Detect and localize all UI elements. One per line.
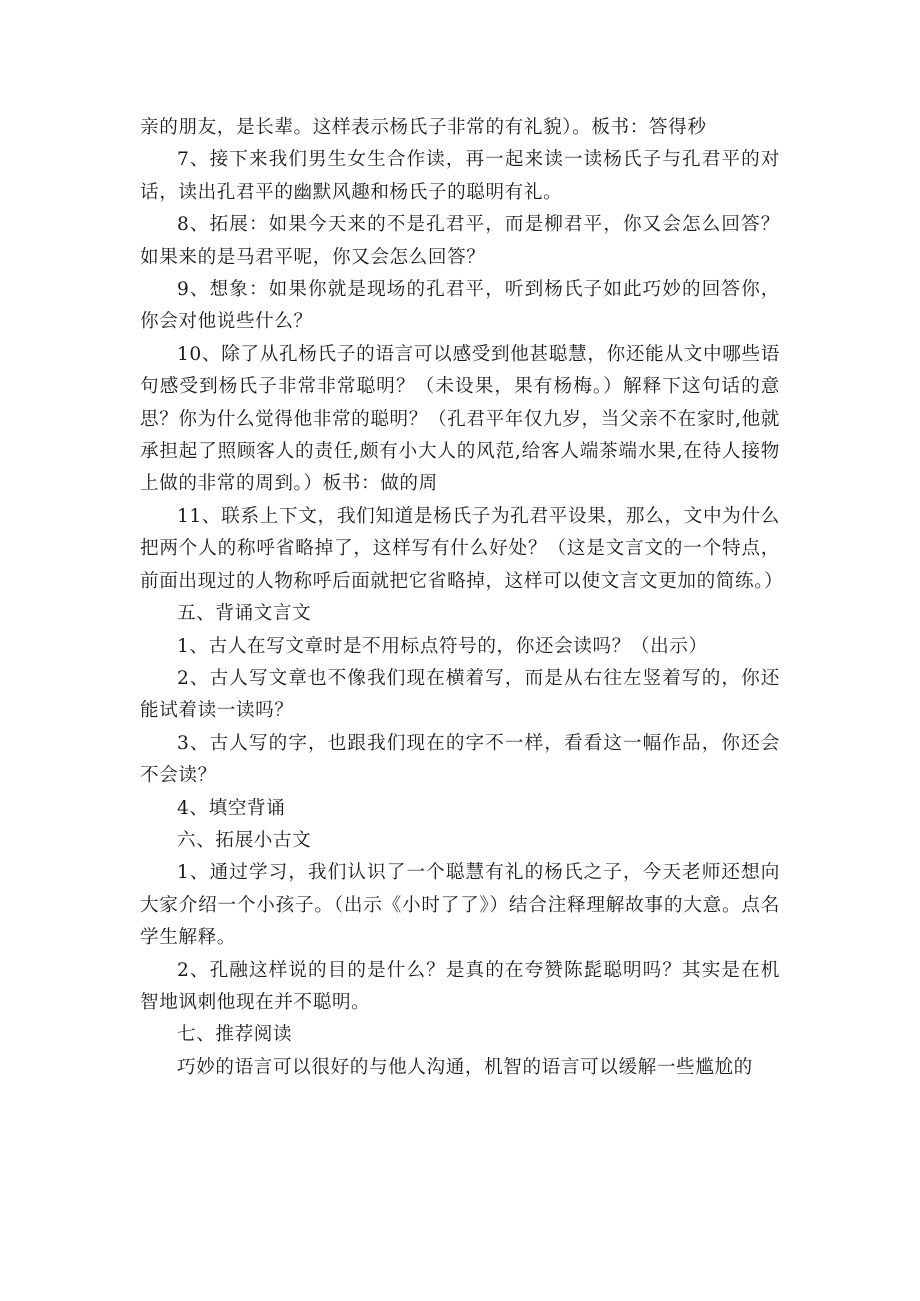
document-body: [140, 112, 784, 1084]
paragraph-4: 9、想象：如果你就是现场的孔君平，听到杨氏子如此巧妙的回答你，你会对他说些什么？: [140, 279, 780, 333]
section-heading-recite: 五、背诵文言文: [177, 603, 312, 625]
paragraph-8: 1、古人在写文章时是不用标点符号的，你还会读吗？（出示）: [177, 635, 708, 657]
paragraph-13: 1、通过学习，我们认识了一个聪慧有礼的杨氏之子，今天老师还想向大家介绍一个小孩子。（出示《小时了了》）结合注释理解故事的大意。点名学生解释。: [140, 862, 780, 949]
section-heading-extension: 六、拓展小古文: [177, 829, 312, 851]
section-heading-reading: 七、推荐阅读: [177, 1024, 293, 1046]
paragraph-1: 亲的朋友，是长辈。这样表示杨氏子非常的有礼貌）。板书：答得秒: [140, 117, 707, 138]
paragraph-2: 7、接下来我们男生女生合作读，再一起来读一读杨氏子与孔君平的对话，读出孔君平的幽默风趣和杨氏子的聪明有礼。: [140, 149, 780, 203]
paragraph-5: 10、除了从孔杨氏子的语言可以感受到他甚聪慧，你还能从文中哪些语句感受到杨氏子非常非常聪明？（未设果，果有杨梅。）解释下这句话的意思？你为什么觉得他非常的聪明？（孔君平年仅九岁，当父亲不在家时,他就承担起了照顾客人的责任,颇有小大人的风范,给客人端茶端水果,在待人接物上做的非常的周到。）板书：做的周: [140, 343, 780, 495]
paragraph-16: 巧妙的语言可以很好的与他人沟通，机智的语言可以缓解一些尴尬的: [177, 1056, 753, 1078]
paragraph-9: 2、古人写文章也不像我们现在横着写，而是从右往左竖着写的，你还能试着读一读吗？: [140, 667, 780, 722]
paragraph-14: 2、孔融这样说的目的是什么？是真的在夸赞陈髭聪明吗？其实是在机智地讽刺他现在并不聪明。: [140, 959, 780, 1013]
paragraph-10: 3、古人写的字，也跟我们现在的字不一样，看看这一幅作品，你还会不会读？: [140, 732, 780, 787]
paragraph-6: 11、联系上下文，我们知道是杨氏子为孔君平设果，那么，文中为什么把两个人的称呼省略掉了，这样写有什么好处？（这是文言文的一个特点，前面出现过的人物称呼后面就把它省略掉，这样可以使文言文更加的简练。）: [140, 505, 784, 592]
paragraph-11: 4、填空背诵: [177, 797, 286, 819]
paragraph-3: 8、拓展：如果今天来的不是孔君平，而是柳君平，你又会怎么回答？如果来的是马君平呢，你又会怎么回答？: [140, 214, 780, 268]
